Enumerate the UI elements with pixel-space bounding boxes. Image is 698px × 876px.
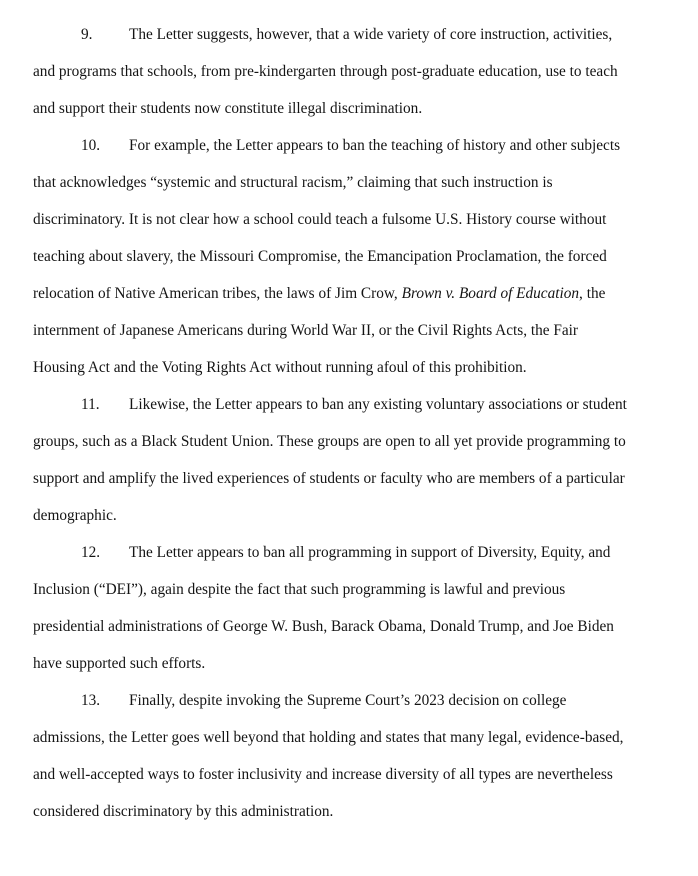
paragraph-line: presidential administrations of George W. Bush, Barack Obama, Donald Trump, and Joe Biden bbox=[33, 618, 614, 635]
paragraph-text: , the bbox=[579, 285, 606, 302]
paragraph-line bbox=[33, 682, 665, 719]
paragraph-number: 12. bbox=[81, 544, 101, 561]
paragraph-line bbox=[33, 534, 665, 571]
paragraph-line: and support their students now constitute illegal discrimination. bbox=[33, 100, 423, 117]
paragraph-line: Housing Act and the Voting Rights Act without running afoul of this prohibition. bbox=[33, 359, 527, 376]
case-citation: Brown v. Board of Education bbox=[401, 285, 580, 302]
paragraph-text: Likewise, the Letter appears to ban any existing voluntary associations or student bbox=[129, 396, 627, 413]
paragraph-line bbox=[33, 16, 665, 53]
paragraph-line bbox=[33, 275, 665, 312]
paragraph-number: 13. bbox=[81, 692, 101, 709]
paragraph-number: 11. bbox=[81, 396, 100, 413]
paragraph-line bbox=[33, 386, 665, 423]
paragraph-line: internment of Japanese Americans during World War II, or the Civil Rights Acts, the Fair bbox=[33, 322, 579, 339]
paragraph-text: Finally, despite invoking the Supreme Court’s 2023 decision on college bbox=[129, 692, 567, 709]
paragraph-line: teaching about slavery, the Missouri Compromise, the Emancipation Proclamation, the forced bbox=[33, 248, 607, 265]
paragraph-line: and programs that schools, from pre-kindergarten through post-graduate education, use to teach bbox=[33, 63, 618, 80]
paragraph-line: have supported such efforts. bbox=[33, 655, 206, 672]
paragraph-number: 10. bbox=[81, 137, 101, 154]
paragraph-line: considered discriminatory by this administration. bbox=[33, 803, 334, 820]
paragraph-line: discriminatory. It is not clear how a school could teach a fulsome U.S. History course without bbox=[33, 211, 607, 228]
paragraph-12 bbox=[33, 534, 665, 682]
paragraph-text: The Letter suggests, however, that a wide variety of core instruction, activities, bbox=[129, 26, 613, 43]
paragraph-line: that acknowledges “systemic and structural racism,” claiming that such instruction is bbox=[33, 174, 553, 191]
paragraph-text: relocation of Native American tribes, the laws of Jim Crow, bbox=[33, 285, 402, 302]
paragraph-number: 9. bbox=[81, 26, 93, 43]
document-page bbox=[33, 16, 665, 830]
paragraph-line bbox=[33, 127, 665, 164]
paragraph-line: groups, such as a Black Student Union. These groups are open to all yet provide programming to bbox=[33, 433, 626, 450]
paragraph-line: demographic. bbox=[33, 507, 117, 524]
paragraph-11 bbox=[33, 386, 665, 534]
paragraph-text: The Letter appears to ban all programming in support of Diversity, Equity, and bbox=[129, 544, 611, 561]
paragraph-13 bbox=[33, 682, 665, 830]
paragraph-text: For example, the Letter appears to ban the teaching of history and other subjects bbox=[129, 137, 621, 154]
paragraph-line: Inclusion (“DEI”), again despite the fact that such programming is lawful and previous bbox=[33, 581, 566, 598]
paragraph-10 bbox=[33, 127, 665, 386]
paragraph-line: and well-accepted ways to foster inclusivity and increase diversity of all types are nevertheless bbox=[33, 766, 613, 783]
paragraph-9 bbox=[33, 16, 665, 127]
paragraph-line: support and amplify the lived experiences of students or faculty who are members of a particular bbox=[33, 470, 625, 487]
paragraph-line: admissions, the Letter goes well beyond that holding and states that many legal, evidence-based, bbox=[33, 729, 624, 746]
